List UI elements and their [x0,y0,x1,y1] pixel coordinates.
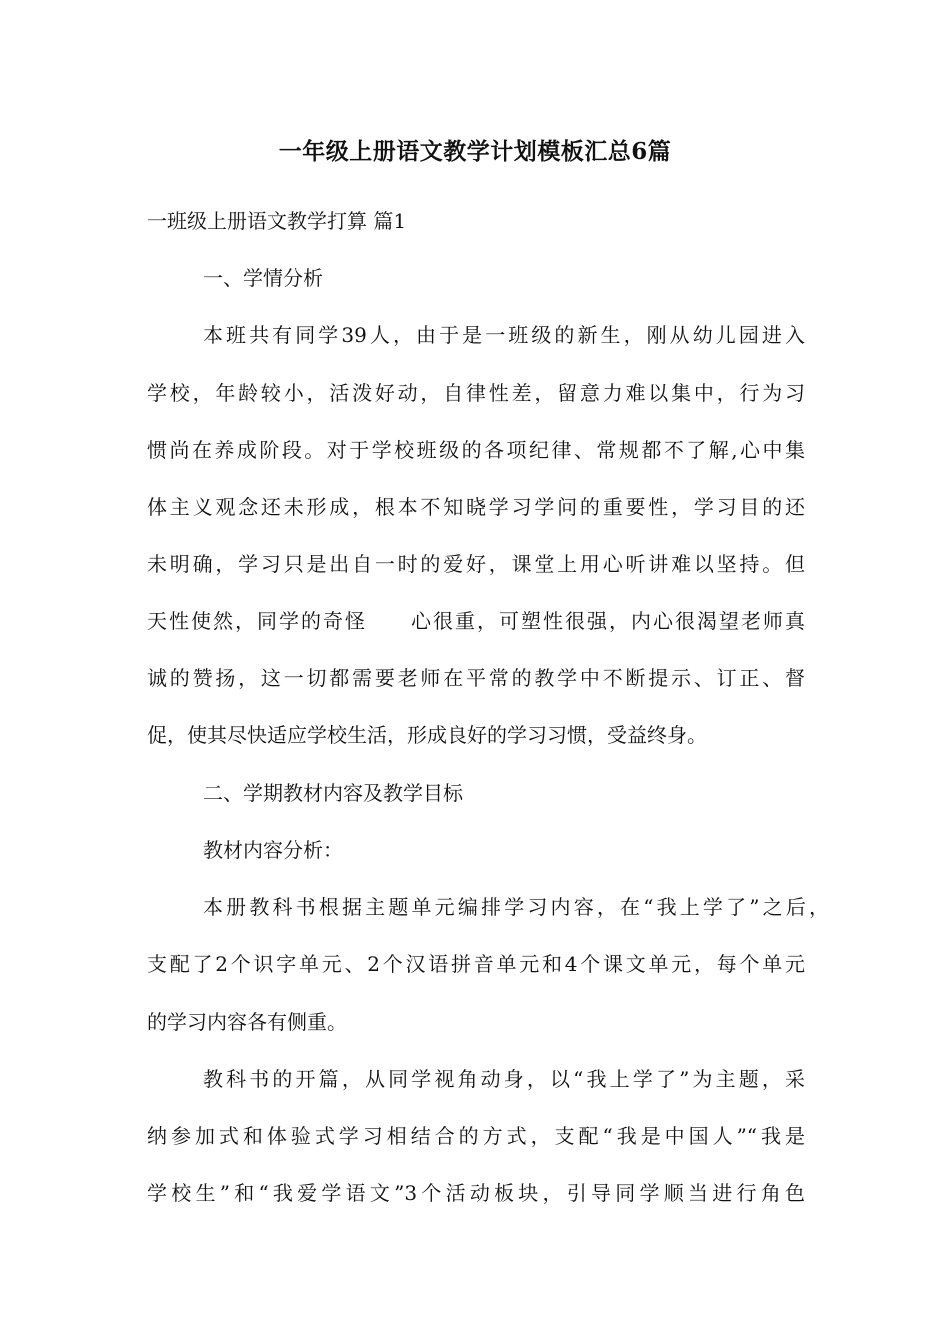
section-heading-2: 二、学期教材内容及教学目标 [203,781,463,805]
document-title: 一年级上册语文教学计划模板汇总6篇 [278,138,672,165]
paragraph-line: 惯尚在养成阶段。对于学校班级的各项纪律、常规都不了解,心中集 [147,438,805,462]
paragraph-line: 天性使然，同学的奇怪 心很重，可塑性很强，内心很渴望老师真 [147,609,805,633]
paragraph-line: 学校，年龄较小，活泼好动，自律性差，留意力难以集中，行为习 [147,381,805,405]
paragraph-line: 本班共有同学39人，由于是一班级的新生，刚从幼儿园进入 [203,323,805,347]
paragraph-line: 本册教科书根据主题单元编排学习内容，在“我上学了”之后， [203,895,829,919]
paragraph-line: 纳参加式和体验式学习相结合的方式，支配“我是中国人”“我是 [147,1124,805,1148]
paragraph-line: 体主义观念还未形成，根本不知晓学习学问的重要性，学习目的还 [147,495,805,519]
sub-heading: 教材内容分析： [203,838,343,862]
paragraph-line: 的学习内容各有侧重。 [147,1010,347,1034]
paragraph-line: 教科书的开篇，从同学视角动身，以“我上学了”为主题，采 [203,1067,805,1091]
paragraph-line: 促，使其尽快适应学校生活，形成良好的学习习惯，受益终身。 [147,723,707,747]
paragraph-line: 诚的赞扬，这一切都需要老师在平常的教学中不断提示、订正、督 [147,666,805,690]
subtitle: 一班级上册语文教学打算 篇1 [147,209,407,233]
paragraph-line: 学校生”和“我爱学语文”3个活动板块，引导同学顺当进行角色 [147,1181,805,1205]
paragraph-line: 未明确，学习只是出自一时的爱好，课堂上用心听讲难以坚持。但 [147,552,805,576]
section-heading-1: 一、学情分析 [203,266,323,290]
paragraph-line: 支配了2个识字单元、2个汉语拼音单元和4个课文单元，每个单元 [147,952,805,976]
